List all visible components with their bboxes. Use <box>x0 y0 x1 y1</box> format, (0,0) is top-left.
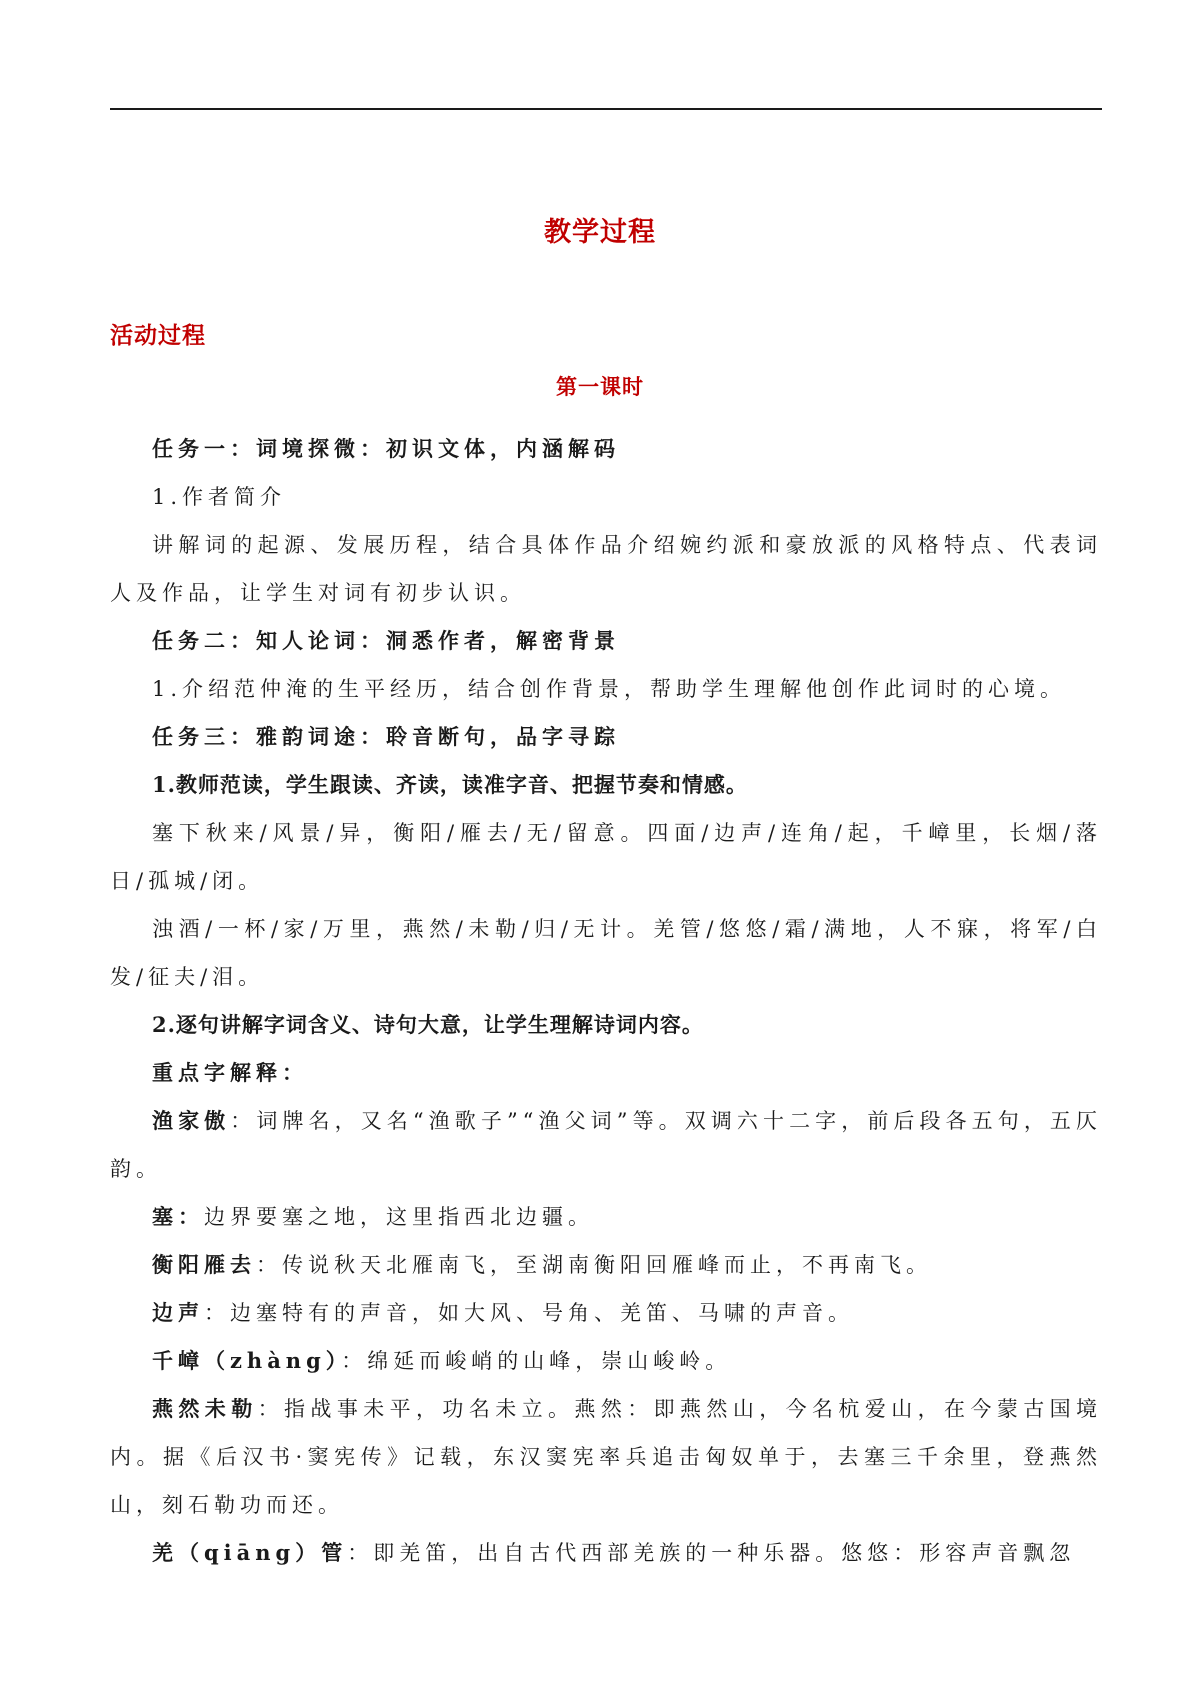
glossary-definition: 指战事未平，功名未立。燕然：即燕然山，今名杭爱山，在今蒙古国境内。据《后汉书·窦宪传》记载，东汉窦宪率兵追击匈奴单于，去塞三千余里，登燕然山，刻石勒功而还。 <box>110 1397 1103 1517</box>
glossary-entry <box>110 1097 1102 1193</box>
section-heading: 活动过程 <box>110 322 206 349</box>
glossary-definition: 传说秋天北雁南飞，至湖南衡阳回雁峰而止，不再南飞。 <box>282 1253 932 1277</box>
task-one-heading: 任务一：词境探微：初识文体，内涵解码 <box>152 436 620 461</box>
glossary-entry <box>110 1289 1102 1337</box>
glossary-separator: ： <box>341 1349 368 1373</box>
glossary-definition: 即羌笛，出自古代西部羌族的一种乐器。悠悠：形容声音飘忽 <box>373 1541 1076 1565</box>
step-heading: 1.教师范读，学生跟读、齐读，读准字音、把握节奏和情感。 <box>152 772 748 797</box>
glossary-entry <box>110 1337 1102 1385</box>
page-title: 教学过程 <box>544 217 656 248</box>
glossary-separator: ： <box>204 1301 230 1325</box>
glossary-heading: 重点字解释： <box>152 1060 308 1085</box>
document-body <box>110 425 1102 1577</box>
glossary-separator: ： <box>256 1253 282 1277</box>
glossary-term: 塞 <box>152 1204 178 1229</box>
glossary-separator: ： <box>230 1109 257 1133</box>
task-two-heading: 任务二：知人论词：洞悉作者，解密背景 <box>152 628 620 653</box>
paragraph: 讲解词的起源、发展历程，结合具体作品介绍婉约派和豪放派的风格特点、代表词人及作品，让学生对词有初步认识。 <box>110 533 1102 605</box>
glossary-term: 千嶂（zhàng） <box>152 1348 342 1373</box>
glossary-term: 渔家傲 <box>152 1108 231 1133</box>
glossary-term: 燕然未勒 <box>152 1396 258 1421</box>
task-three-heading: 任务三：雅韵词途：聆音断句，品字寻踪 <box>152 724 620 749</box>
glossary-definition: 绵延而峻峭的山峰，崇山峻岭。 <box>367 1349 732 1373</box>
glossary-term: 羌（qiāng）管 <box>152 1540 348 1565</box>
author-intro-heading: 1.作者简介 <box>152 485 287 509</box>
glossary-term: 衡阳雁去 <box>152 1252 256 1277</box>
glossary-definition: 边界要塞之地，这里指西北边疆。 <box>204 1205 594 1229</box>
glossary-entry <box>110 1529 1102 1577</box>
header-rule <box>110 108 1102 110</box>
glossary-separator: ： <box>347 1541 374 1565</box>
step-heading: 2.逐句讲解字词含义、诗句大意，让学生理解诗词内容。 <box>152 1012 704 1037</box>
glossary-entry <box>110 1193 1102 1241</box>
glossary-separator: ： <box>178 1204 204 1229</box>
paragraph: 1.介绍范仲淹的生平经历，结合创作背景，帮助学生理解他创作此词时的心境。 <box>152 677 1067 701</box>
glossary-term: 边声 <box>152 1300 204 1325</box>
lesson-heading: 第一课时 <box>556 374 644 399</box>
poem-stanza: 塞下秋来/风景/异，衡阳/雁去/无/留意。四面/边声/连角/起，千嶂里，长烟/落日/孤城/闭。 <box>110 821 1102 893</box>
glossary-definition: 边塞特有的声音，如大风、号角、羌笛、马啸的声音。 <box>230 1301 854 1325</box>
glossary-entry <box>110 1241 1102 1289</box>
glossary-entry <box>110 1385 1102 1529</box>
glossary-separator: ： <box>257 1397 285 1421</box>
glossary-definition: 词牌名，又名“渔歌子”“渔父词”等。双调六十二字，前后段各五句，五仄韵。 <box>110 1109 1103 1181</box>
poem-stanza: 浊酒/一杯/家/万里，燕然/未勒/归/无计。羌管/悠悠/霜/满地，人不寐，将军/白发/征夫/泪。 <box>110 917 1102 989</box>
